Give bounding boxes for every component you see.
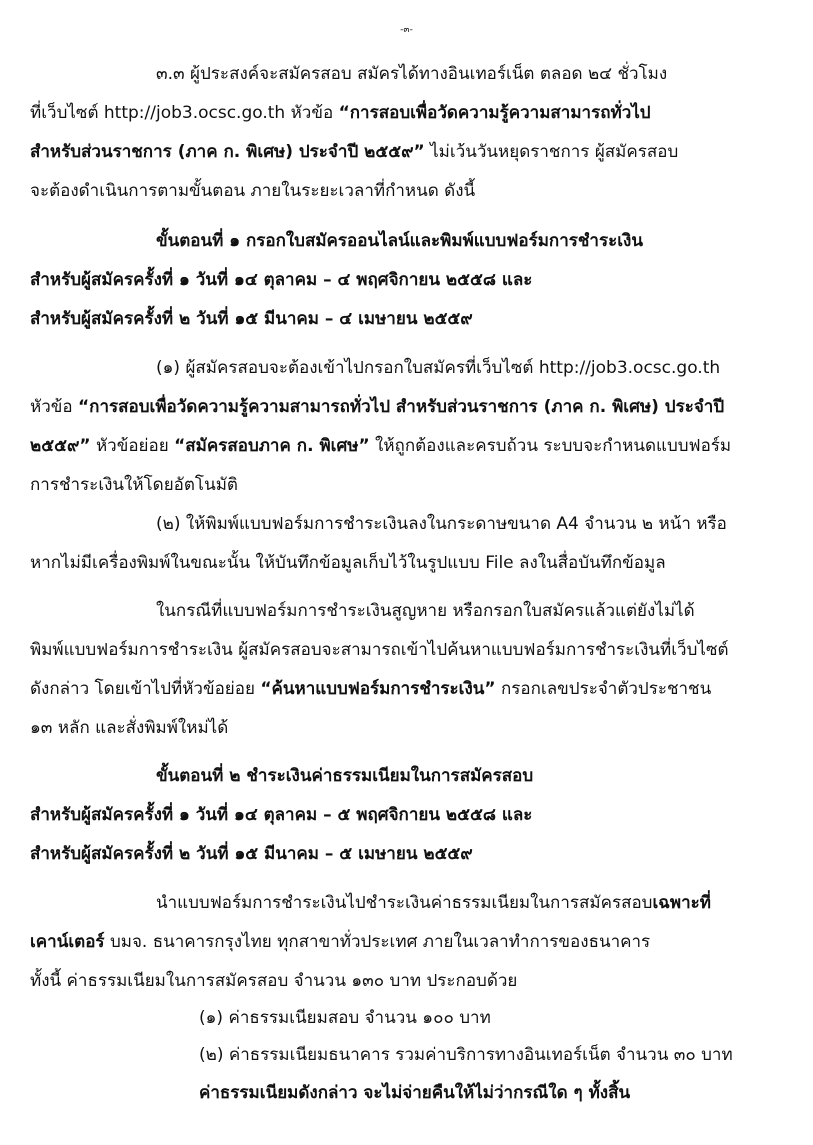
sec33-topic-title: “การสอบเพื่อวัดความรู้ความสามารถทั่วไป xyxy=(338,103,651,123)
no-refund-notice: ค่าธรรมเนียมดังกล่าว จะไม่จ่ายคืนให้ไม่ว่ากรณีใด ๆ ทั้งสิ้น xyxy=(199,1083,631,1103)
step1-item-1-line-1: (๑) ผู้สมัครสอบจะต้องเข้าไปกรอกใบสมัครที่เว็บไซต์ http://job3.ocsc.go.th xyxy=(156,358,721,378)
step1-heading: ขั้นตอนที่ ๑ กรอกใบสมัครออนไลน์และพิมพ์แบบฟอร์มการชำระเงิน xyxy=(156,231,643,251)
step1-item-1-year: ๒๕๕๙” xyxy=(30,436,91,456)
fee-item-1: (๑) ค่าธรรมเนียมสอบ จำนวน ๑๐๐ บาท xyxy=(199,1008,491,1028)
step1-round-2: สำหรับผู้สมัครครั้งที่ ๒ วันที่ ๑๕ มีนาคม – ๔ เมษายน ๒๕๕๙ xyxy=(30,309,473,329)
step1-item-1-line-3 xyxy=(30,434,731,458)
step1-item-2-line-1: (๒) ให้พิมพ์แบบฟอร์มการชำระเงินลงในกระดาษขนาด A4 จำนวน ๒ หน้า หรือ xyxy=(156,514,727,534)
step1-item-1-line-2 xyxy=(30,395,724,419)
payment-line-3: ทั้งนี้ ค่าธรรมเนียมในการสมัครสอบ จำนวน ๑๓๐ บาท ประกอบด้วย xyxy=(30,971,518,991)
sec33-line-1: ๓.๓ ผู้ประสงค์จะสมัครสอบ สมัครได้ทางอินเทอร์เน็ต ตลอด ๒๔ ชั่วโมง xyxy=(156,64,668,84)
sec33-line-4: จะต้องดำเนินการตามขั้นตอน ภายในระยะเวลาที่กำหนด ดังนี้ xyxy=(30,181,476,201)
step1-item-1-subtopic: “สมัครสอบภาค ก. พิเศษ” xyxy=(174,436,370,456)
step2-heading: ขั้นตอนที่ ๒ ชำระเงินค่าธรรมเนียมในการสมัครสอบ xyxy=(156,766,534,786)
payment-line-2-text: บมจ. ธนาคารกรุงไทย ทุกสาขาทั่วประเทศ ภายในเวลาทำการของธนาคาร xyxy=(104,932,651,952)
payment-only-at: เฉพาะที่ xyxy=(652,893,711,913)
step2-round-1: สำหรับผู้สมัครครั้งที่ ๑ วันที่ ๑๔ ตุลาคม – ๕ พฤศจิกายน ๒๕๕๘ และ xyxy=(30,805,533,825)
lost-form-line-3-text: ดังกล่าว โดยเข้าไปที่หัวข้อย่อย xyxy=(30,679,261,699)
step1-item-1-subtopic-label: หัวข้อย่อย xyxy=(90,436,175,456)
payment-counter: เคาน์เตอร์ xyxy=(30,932,105,952)
lost-form-line-2: พิมพ์แบบฟอร์มการชำระเงิน ผู้สมัครสอบจะสามารถเข้าไปค้นหาแบบฟอร์มการชำระเงินที่เว็บไซต์ xyxy=(30,640,729,660)
step1-item-1-line-4: การชำระเงินให้โดยอัตโนมัติ xyxy=(30,475,238,495)
lost-form-line-4: ๑๓ หลัก และสั่งพิมพ์ใหม่ได้ xyxy=(30,718,229,738)
sec33-line-2-text: ที่เว็บไซต์ http://job3.ocsc.go.th หัวข้อ xyxy=(30,103,339,123)
lost-form-subtopic: “ค้นหาแบบฟอร์มการชำระเงิน” xyxy=(260,679,496,699)
sec33-topic-title-cont: สำหรับส่วนราชการ (ภาค ก. พิเศษ) ประจำปี ๒๕๕๙” xyxy=(30,142,425,162)
page-number: -๓- xyxy=(400,25,413,35)
sec33-line-2 xyxy=(30,101,651,125)
sec33-line-3 xyxy=(30,140,678,164)
lost-form-line-1: ในกรณีที่แบบฟอร์มการชำระเงินสูญหาย หรือกรอกใบสมัครแล้วแต่ยังไม่ได้ xyxy=(156,601,695,621)
step1-item-1-topic-label: หัวข้อ xyxy=(30,397,78,417)
payment-line-1 xyxy=(156,891,711,915)
step1-item-1-line-3-text: ให้ถูกต้องและครบถ้วน ระบบจะกำหนดแบบฟอร์ม xyxy=(369,436,732,456)
step1-item-1-topic: “การสอบเพื่อวัดความรู้ความสามารถทั่วไป สำหรับส่วนราชการ (ภาค ก. พิเศษ) ประจำปี xyxy=(78,397,725,417)
lost-form-line-3-tail: กรอกเลขประจำตัวประชาชน xyxy=(495,679,712,699)
lost-form-line-3 xyxy=(30,677,711,701)
payment-line-2 xyxy=(30,930,650,954)
sec33-line-3-text: ไม่เว้นวันหยุดราชการ ผู้สมัครสอบ xyxy=(424,142,679,162)
step1-round-1: สำหรับผู้สมัครครั้งที่ ๑ วันที่ ๑๔ ตุลาคม – ๔ พฤศจิกายน ๒๕๕๘ และ xyxy=(30,270,533,290)
step2-round-2: สำหรับผู้สมัครครั้งที่ ๒ วันที่ ๑๕ มีนาคม – ๕ เมษายน ๒๕๕๙ xyxy=(30,844,473,864)
fee-item-2: (๒) ค่าธรรมเนียมธนาคาร รวมค่าบริการทางอินเทอร์เน็ต จำนวน ๓๐ บาท xyxy=(199,1045,733,1065)
step1-item-2-line-2: หากไม่มีเครื่องพิมพ์ในขณะนั้น ให้บันทึกข้อมูลเก็บไว้ในรูปแบบ File ลงในสื่อบันทึกข้อมูล xyxy=(30,553,666,573)
payment-line-1-text: นำแบบฟอร์มการชำระเงินไปชำระเงินค่าธรรมเนียมในการสมัครสอบ xyxy=(156,893,653,913)
